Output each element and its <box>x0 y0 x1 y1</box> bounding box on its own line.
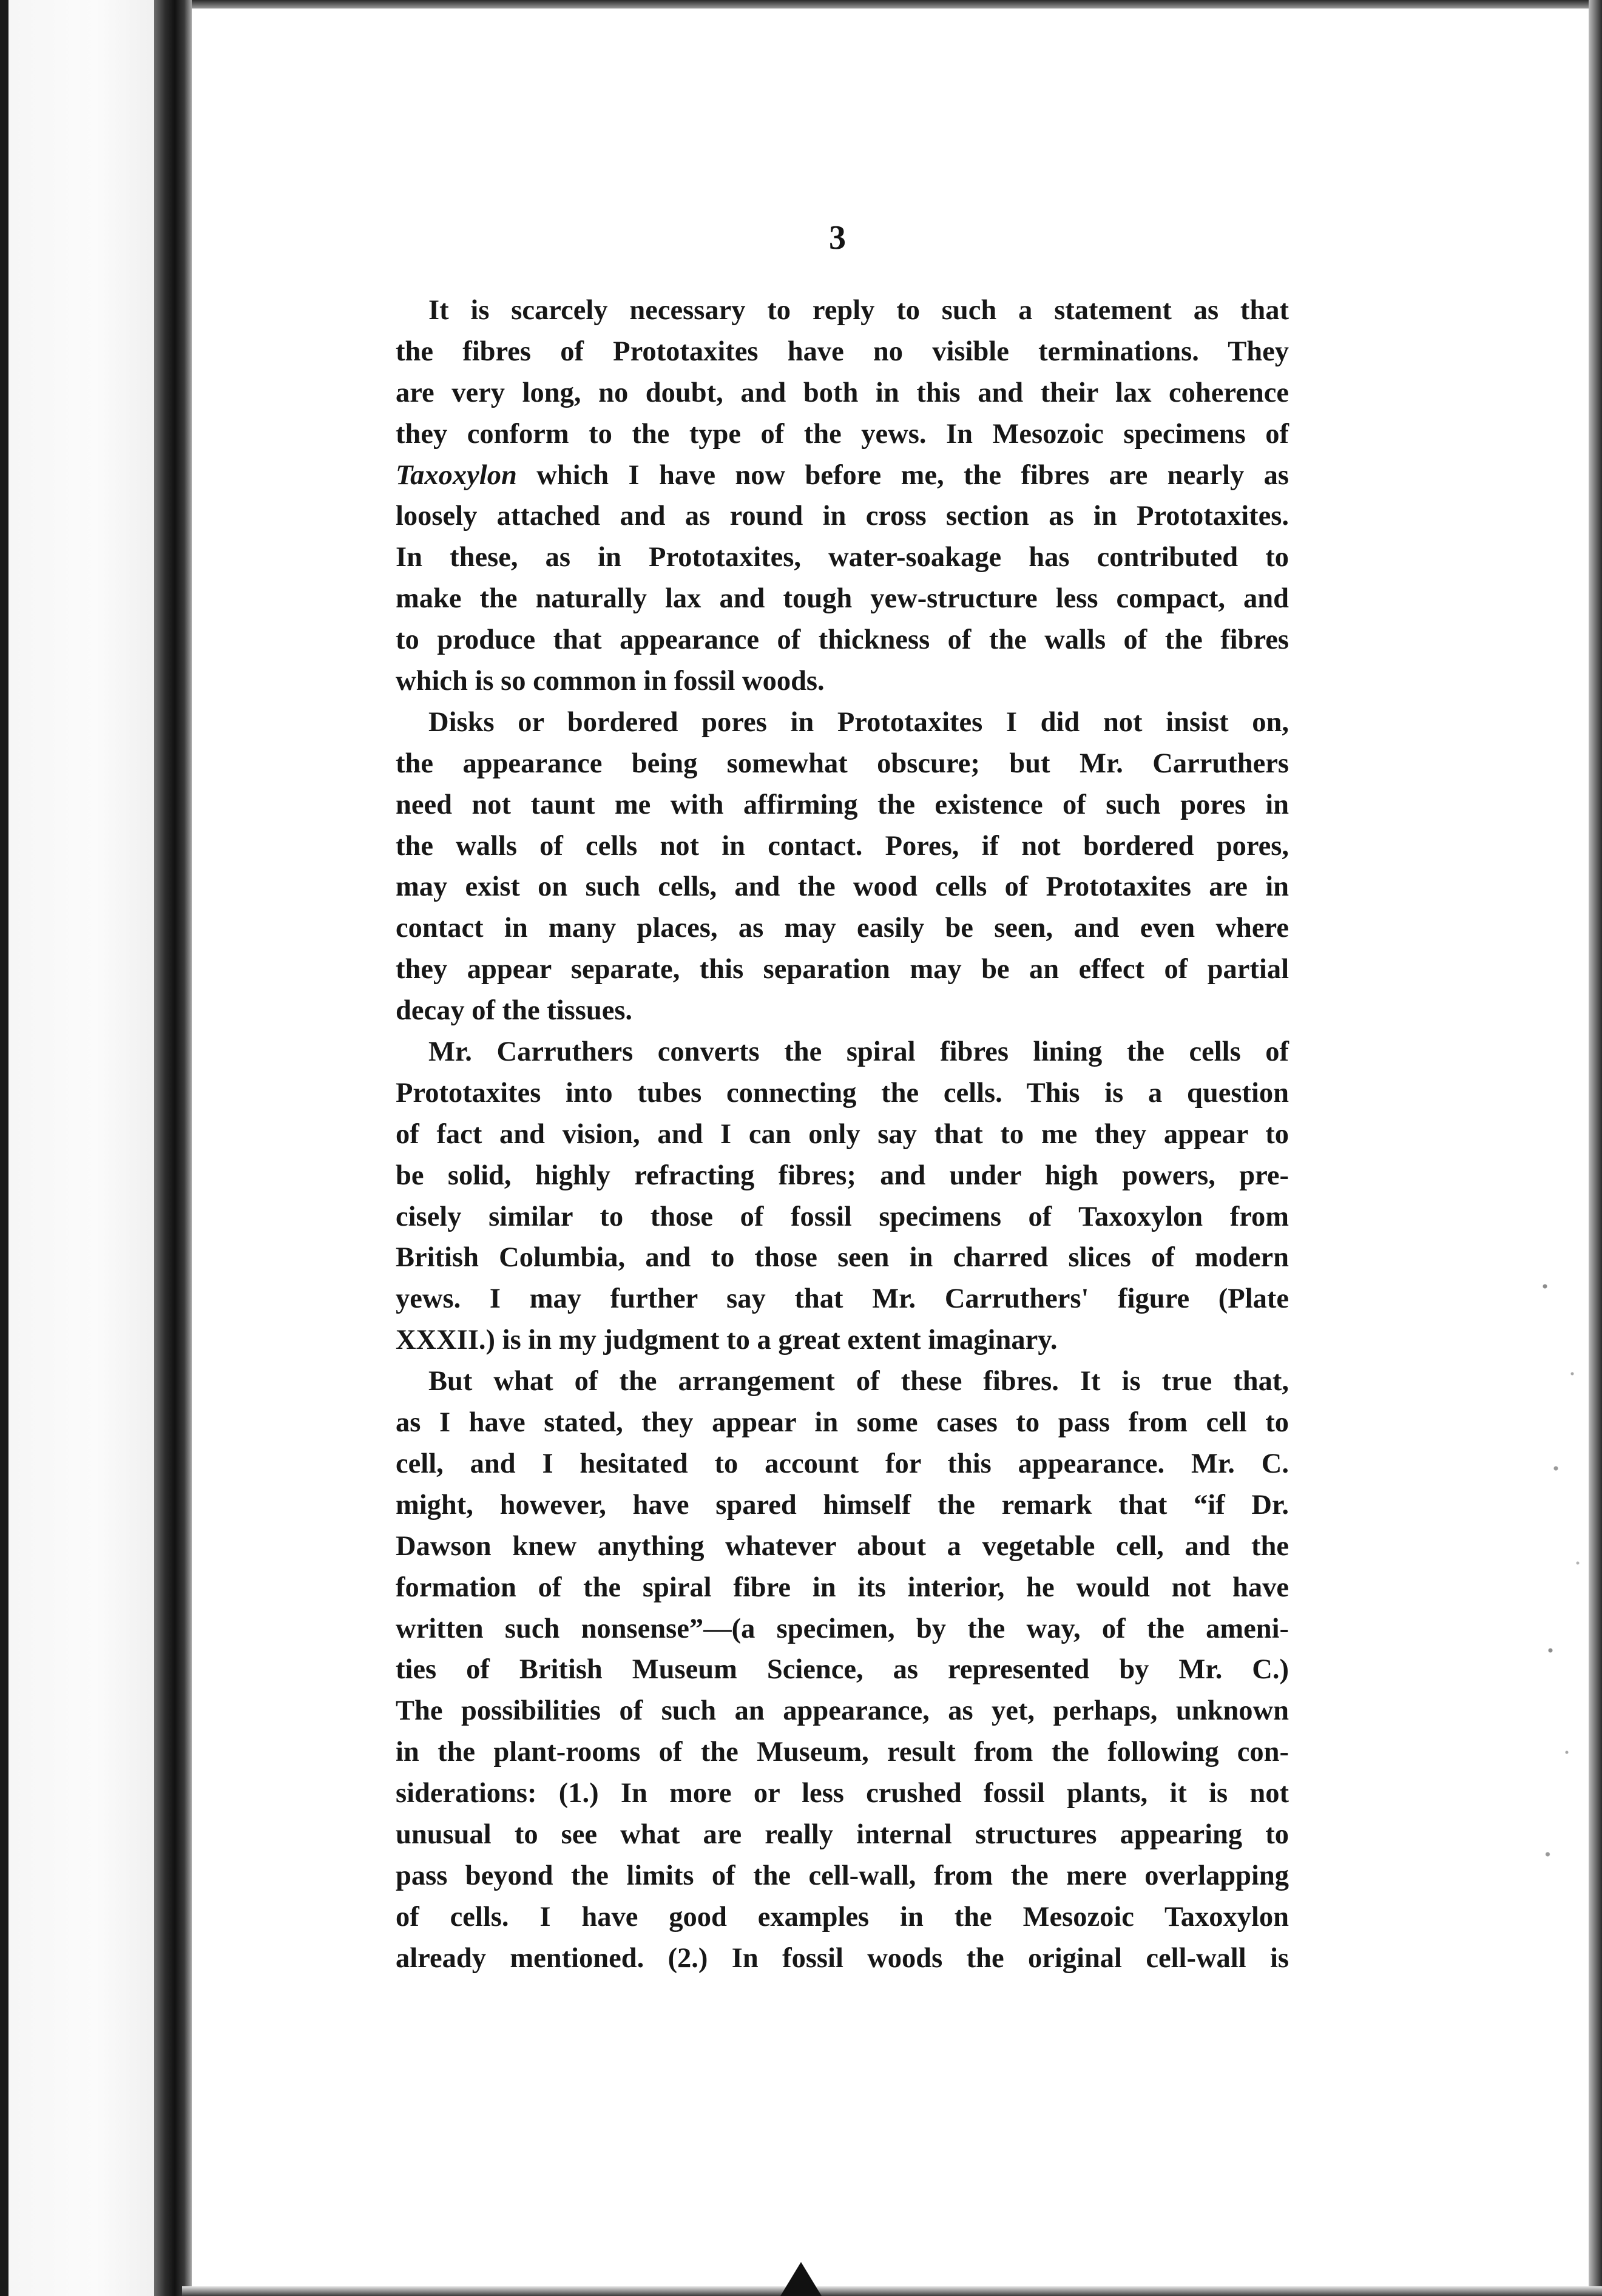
facing-page-margin <box>8 0 154 2296</box>
text-line: yews. I may further say that Mr. Carruthers' figure (Plate <box>396 1283 1289 1315</box>
text-line: they conform to the type of the yews. In Mesozoic specimens of <box>396 418 1289 450</box>
text-line: be solid, highly refracting fibres; and under high powers, pre- <box>396 1160 1289 1191</box>
text-line: contact in many places, as may easily be seen, and even where <box>396 913 1289 944</box>
text-line: written such nonsense”—(a specimen, by the way, of the ameni- <box>396 1613 1289 1644</box>
text-line: But what of the arrangement of these fibres. It is true that, <box>428 1366 1289 1397</box>
paragraph-4 <box>396 1361 1289 1979</box>
scan-top-edge <box>192 0 1602 8</box>
bottom-scan-marker <box>780 2262 822 2296</box>
text-line: loosely attached and as round in cross section as in Prototaxites. <box>396 501 1289 532</box>
text-line: make the naturally lax and tough yew-structure less compact, and <box>396 583 1289 615</box>
text-line: pass beyond the limits of the cell-wall, from the mere overlapping <box>396 1860 1289 1891</box>
text-line: Disks or bordered pores in Prototaxites I did not insist on, <box>428 706 1289 738</box>
paragraph-1 <box>396 290 1289 702</box>
text-line: of cells. I have good examples in the Mesozoic Taxoxylon <box>396 1901 1289 1933</box>
text-line: cell, and I hesitated to account for this appearance. Mr. C. <box>396 1448 1289 1479</box>
text-line: British Columbia, and to those seen in charred slices of modern <box>396 1242 1289 1274</box>
text-line: of fact and vision, and I can only say that to me they appear to <box>396 1118 1289 1150</box>
text-line: The possibilities of such an appearance, as yet, perhaps, unknown <box>396 1695 1289 1727</box>
text-line: In these, as in Prototaxites, water-soakage has contributed to <box>396 542 1289 573</box>
text-line: cisely similar to those of fossil specimens of Taxoxylon from <box>396 1201 1289 1232</box>
body-text <box>396 290 1289 1979</box>
scan-bottom-edge <box>182 2286 1602 2296</box>
page-number: 3 <box>829 219 846 257</box>
text-line: need not taunt me with affirming the existence of such pores in <box>396 789 1289 820</box>
text-line: Dawson knew anything whatever about a vegetable cell, and the <box>396 1530 1289 1562</box>
text-line <box>396 455 1289 496</box>
text-line: they appear separate, this separation may be an effect of partial <box>396 954 1289 985</box>
text-line: the appearance being somewhat obscure; but Mr. Carruthers <box>396 748 1289 779</box>
text-line: already mentioned. (2.) In fossil woods the original cell-wall is <box>396 1942 1289 1974</box>
text-line: the walls of cells not in contact. Pores, if not bordered pores, <box>396 830 1289 862</box>
text-line: It is scarcely necessary to reply to such a statement as that <box>428 295 1289 326</box>
text-line: might, however, have spared himself the remark that “if Dr. <box>396 1489 1289 1521</box>
text-line: the fibres of Prototaxites have no visible terminations. They <box>396 336 1289 367</box>
scan-left-edge <box>0 0 8 2296</box>
text-line-rest: which I have now before me, the fibres are nearly as <box>516 459 1289 491</box>
text-line: unusual to see what are really internal structures appearing to <box>396 1818 1289 1850</box>
text-line: as I have stated, they appear in some cases to pass from cell to <box>396 1407 1289 1439</box>
book-gutter-fold <box>154 0 192 2296</box>
text-line: Prototaxites into tubes connecting the cells. This is a question <box>396 1077 1289 1109</box>
text-line: siderations: (1.) In more or less crushed fossil plants, it is not <box>396 1778 1289 1809</box>
italic-genus-name: Taxoxylon <box>396 459 517 491</box>
text-line: XXXII.) is in my judgment to a great extent imaginary. <box>396 1325 1058 1356</box>
paragraph-3 <box>396 1032 1289 1361</box>
text-line: decay of the tissues. <box>396 995 633 1027</box>
text-line: in the plant-rooms of the Museum, result from the following con- <box>396 1737 1289 1768</box>
text-line: which is so common in fossil woods. <box>396 666 825 697</box>
text-line: to produce that appearance of thickness of the walls of the fibres <box>396 624 1289 656</box>
text-line: ties of British Museum Science, as represented by Mr. C.) <box>396 1654 1289 1686</box>
text-line: are very long, no doubt, and both in this and their lax coherence <box>396 377 1289 408</box>
text-line: Mr. Carruthers converts the spiral fibres lining the cells of <box>428 1036 1289 1068</box>
text-line: may exist on such cells, and the wood cells of Prototaxites are in <box>396 871 1289 903</box>
scan-right-edge <box>1589 0 1602 2296</box>
paragraph-2 <box>396 702 1289 1032</box>
text-line: formation of the spiral fibre in its interior, he would not have <box>396 1572 1289 1603</box>
scan-speckles <box>1534 1214 1589 1942</box>
